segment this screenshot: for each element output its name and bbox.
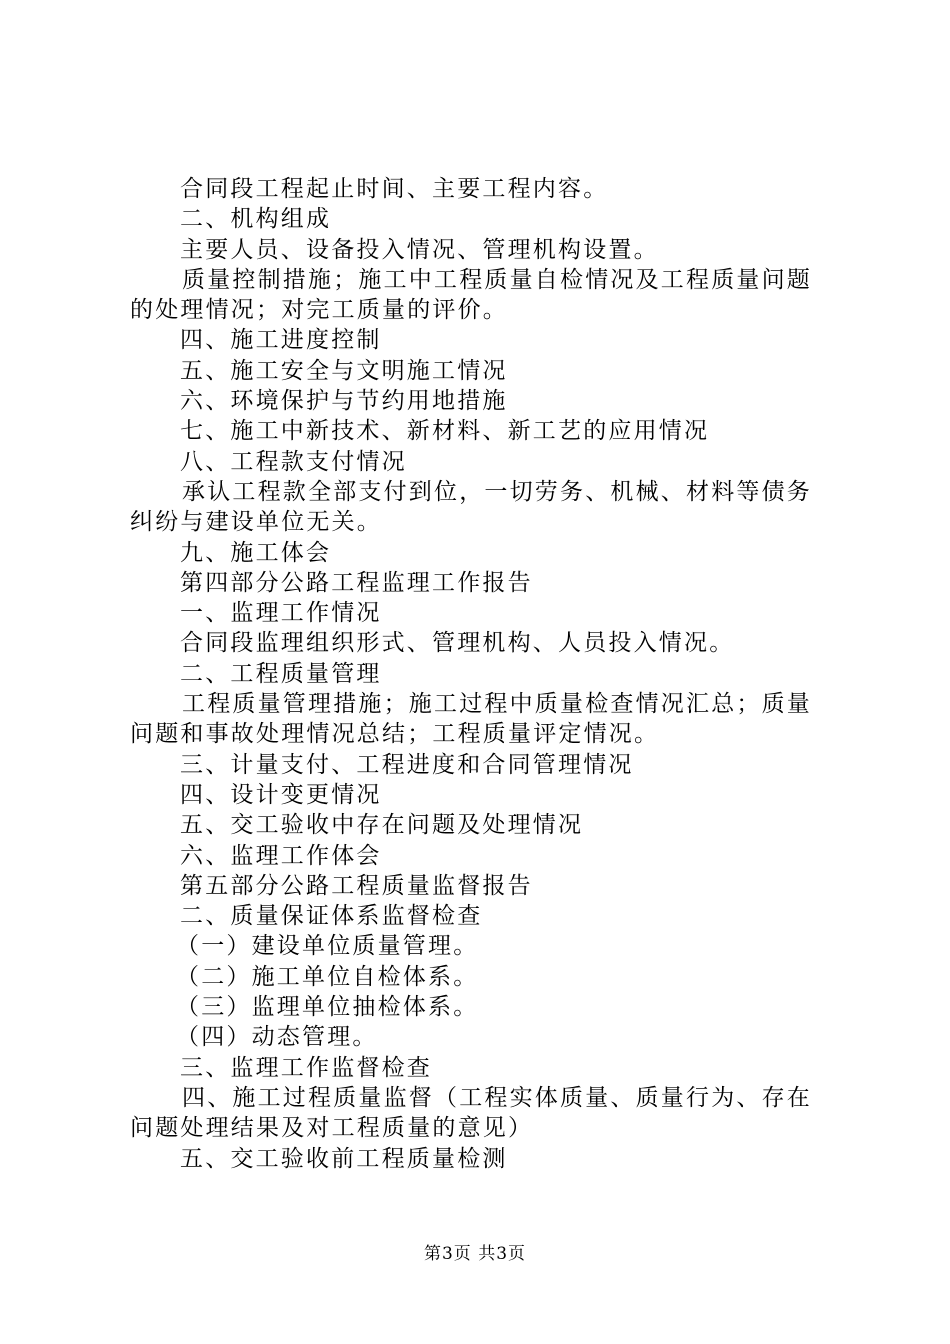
- text-line: 纠纷与建设单位无关。: [130, 509, 382, 536]
- text-line: 四、设计变更情况: [180, 781, 382, 808]
- text-line: 承认工程款全部支付到位，一切劳务、机械、材料等债务: [182, 478, 812, 505]
- text-line: 七、施工中新技术、新材料、新工艺的应用情况: [180, 418, 710, 445]
- text-line: 九、施工体会: [180, 539, 332, 566]
- text-line: 二、工程质量管理: [180, 660, 382, 687]
- text-line: 第五部分公路工程质量监督报告: [180, 872, 533, 899]
- text-line: 问题和事故处理情况总结；工程质量评定情况。: [130, 721, 660, 748]
- text-line: 五、施工安全与文明施工情况: [180, 357, 508, 384]
- text-line: 五、交工验收前工程质量检测: [180, 1145, 508, 1172]
- text-line: 六、环境保护与节约用地措施: [180, 388, 508, 415]
- text-line: 合同段监理组织形式、管理机构、人员投入情况。: [180, 630, 735, 657]
- text-line: 二、质量保证体系监督检查: [180, 903, 483, 930]
- document-body: [130, 174, 832, 1174]
- text-line: 四、施工过程质量监督（工程实体质量、质量行为、存在: [182, 1084, 812, 1111]
- text-line: 第四部分公路工程监理工作报告: [180, 569, 533, 596]
- text-line: （三）监理单位抽检体系。: [176, 994, 479, 1021]
- text-line: （一）建设单位质量管理。: [176, 933, 479, 960]
- text-line: 三、计量支付、工程进度和合同管理情况: [180, 751, 634, 778]
- text-line: 的处理情况；对完工质量的评价。: [130, 297, 508, 324]
- text-line: 主要人员、设备投入情况、管理机构设置。: [180, 236, 659, 263]
- text-line: 工程质量管理措施；施工过程中质量检查情况汇总；质量: [182, 691, 812, 718]
- text-line: 质量控制措施；施工中工程质量自检情况及工程质量问题: [182, 266, 812, 293]
- text-line: 三、监理工作监督检查: [180, 1054, 432, 1081]
- text-line: 四、施工进度控制: [180, 327, 382, 354]
- text-line: 二、机构组成: [180, 206, 332, 233]
- text-line: 五、交工验收中存在问题及处理情况: [180, 812, 584, 839]
- text-line: 一、监理工作情况: [180, 600, 382, 627]
- text-line: （四）动态管理。: [176, 1024, 378, 1051]
- text-line: （二）施工单位自检体系。: [176, 963, 479, 990]
- text-line: 问题处理结果及对工程质量的意见）: [130, 1115, 534, 1142]
- text-line: 合同段工程起止时间、主要工程内容。: [180, 176, 609, 202]
- page-footer: 第3页 共3页: [423, 1244, 527, 1264]
- text-line: 八、工程款支付情况: [180, 448, 407, 475]
- text-line: 六、监理工作体会: [180, 842, 382, 869]
